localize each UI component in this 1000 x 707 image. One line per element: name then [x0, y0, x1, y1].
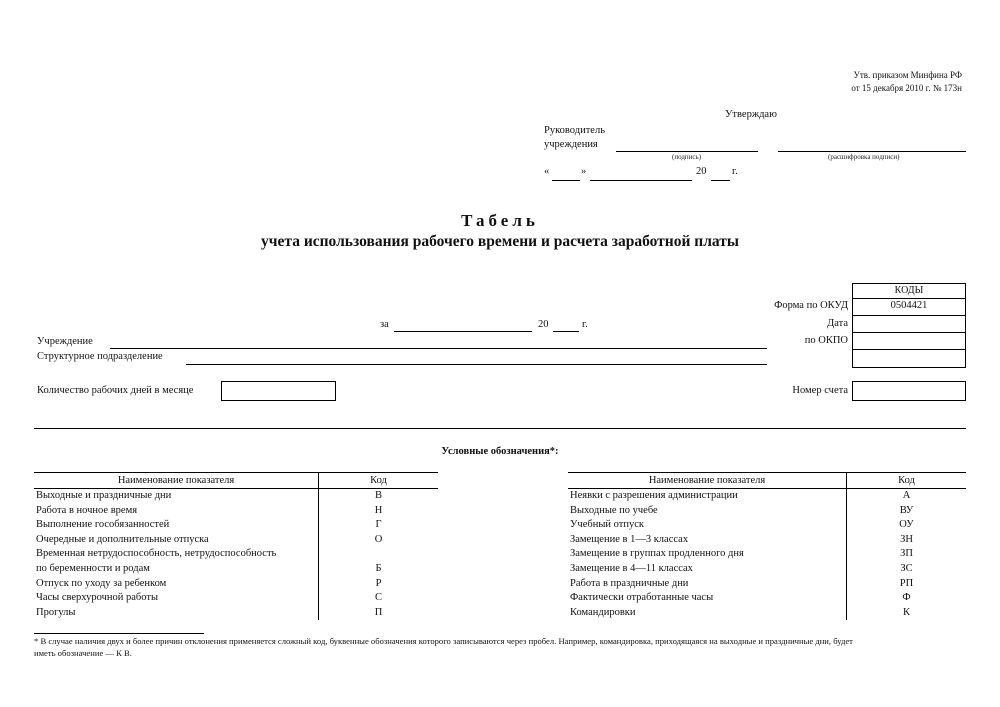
legend-name: Фактически отработанные часы [568, 591, 847, 606]
legend-name: Замещение в группах продленного дня [568, 547, 847, 562]
legend-name: Учебный отпуск [568, 518, 847, 533]
legend-code: В [374, 490, 382, 501]
legend-code: ЗП [900, 548, 913, 560]
head-label-line-2: учреждения [544, 139, 598, 150]
legend-code: Г [375, 519, 382, 531]
approve-year-prefix: 20 [696, 166, 707, 177]
legend-row [568, 606, 966, 621]
period-for-label: за [380, 319, 389, 330]
legend-name: Работа в праздничные дни [568, 577, 847, 592]
legend-name: Замещение в 4—11 классах [568, 562, 847, 577]
work-days-label: Количество рабочих дней в месяце [37, 385, 194, 396]
decoding-caption: (расшифровка подписи) [828, 153, 900, 161]
legend-row [568, 562, 966, 577]
legend-name: Отпуск по уходу за ребенком [34, 577, 319, 592]
legend-row [568, 533, 966, 548]
legend-name: Выходные по учебе [568, 504, 847, 519]
legend-code: О [374, 533, 383, 545]
footnote-separator [34, 633, 204, 634]
department-label: Структурное подразделение [37, 351, 163, 362]
approve-month-line[interactable] [590, 180, 692, 181]
footnote-line-1: * В случае наличия двух и более причин отклонения применяется сложный код, буквенные обозначения которого записываются через пробел. Например, командировка, приходящаяся на выходные и праздничные дни, будет [34, 636, 853, 646]
date-label: Дата [827, 318, 848, 329]
department-line[interactable] [186, 364, 767, 365]
legend-row [568, 518, 966, 533]
approve-date-open-quote: « [544, 166, 550, 177]
legend-name: Замещение в 1—3 классах [568, 533, 847, 548]
institution-line[interactable] [110, 348, 767, 349]
legend-title: Условные обозначения*: [441, 446, 559, 457]
period-year-suffix: г. [582, 319, 588, 330]
signature-caption: (подпись) [672, 153, 702, 161]
legend-name: Прогулы [34, 606, 319, 621]
legend-row [568, 577, 966, 592]
legend-code: А [902, 490, 911, 501]
account-number-label: Номер счета [792, 385, 848, 396]
legend-row [34, 518, 438, 533]
legend-code [319, 547, 439, 562]
legend-right-col-name: Наименование показателя [568, 473, 847, 489]
codes-header: КОДЫ [852, 283, 966, 298]
legend-code: ОУ [899, 519, 914, 531]
document-subtitle: учета использования рабочего времени и расчета заработной платы [261, 233, 739, 250]
legend-row [568, 547, 966, 562]
legend-table-right [568, 472, 966, 620]
legend-code: ЗС [900, 562, 913, 574]
legend-row [34, 606, 438, 621]
legend-name: Неявки с разрешения администрации [568, 489, 847, 504]
signature-decoding-line[interactable] [778, 151, 966, 152]
legend-name: Выполнение гособязанностей [34, 518, 319, 533]
legend-name: Очередные и дополнительные отпуска [34, 533, 319, 548]
approve-year-suffix: г. [732, 166, 738, 177]
account-number-field[interactable] [852, 381, 966, 401]
legend-code: П [374, 606, 383, 618]
legend-code: К [902, 606, 910, 618]
head-label-line-1: Руководитель [544, 125, 605, 136]
legend-code: С [374, 592, 382, 604]
approval-line-2: от 15 декабря 2010 г. № 173н [851, 83, 962, 93]
period-year-prefix: 20 [538, 319, 549, 330]
legend-code: Б [375, 562, 382, 574]
work-days-field[interactable] [221, 381, 336, 401]
approve-date-close-quote: » [581, 166, 587, 177]
legend-code: ВУ [899, 504, 914, 516]
legend-name: по беременности и родам [34, 562, 319, 577]
legend-right-col-code: Код [847, 473, 967, 489]
head-label [544, 124, 605, 152]
legend-row [34, 591, 438, 606]
legend-row [568, 489, 966, 504]
legend-name: Командировки [568, 606, 847, 621]
footnote [34, 635, 974, 659]
approval-line-1: Утв. приказом Минфина РФ [853, 70, 962, 80]
document-title: Табель [461, 211, 539, 230]
legend-row [34, 489, 438, 504]
legend-table-left [34, 472, 438, 620]
legend-row [568, 591, 966, 606]
legend-row [34, 533, 438, 548]
legend-code: ЗН [900, 533, 913, 545]
codes-divider-3 [852, 349, 966, 350]
legend-row [34, 504, 438, 519]
okpo-label: по ОКПО [804, 335, 848, 346]
legend-row [568, 504, 966, 519]
legend-name: Работа в ночное время [34, 504, 319, 519]
approval-reference [851, 69, 962, 95]
footnote-line-2: иметь обозначение — К В. [34, 648, 132, 658]
legend-left-col-name: Наименование показателя [34, 473, 319, 489]
codes-divider-1 [852, 315, 966, 316]
legend-code: Н [374, 504, 383, 516]
legend-row [34, 547, 438, 562]
legend-code: Ф [902, 592, 911, 604]
okud-label: Форма по ОКУД [774, 300, 848, 311]
legend-row [34, 562, 438, 577]
period-year-line[interactable] [553, 331, 579, 332]
signature-line[interactable] [616, 151, 758, 152]
codes-divider-2 [852, 332, 966, 333]
period-month-line[interactable] [394, 331, 532, 332]
institution-label: Учреждение [37, 336, 93, 347]
approve-title: Утверждаю [725, 109, 777, 120]
legend-name: Выходные и праздничные дни [34, 489, 319, 504]
legend-name: Временная нетрудоспособность, нетрудоспособность [34, 547, 319, 562]
legend-left-col-code: Код [319, 473, 439, 489]
approve-day-line[interactable] [552, 180, 580, 181]
approve-year-line[interactable] [711, 180, 730, 181]
legend-code: Р [375, 577, 382, 589]
legend-row [34, 577, 438, 592]
legend-name: Часы сверхурочной работы [34, 591, 319, 606]
section-separator [34, 428, 966, 429]
legend-code: РП [899, 577, 914, 589]
okud-value: 0504421 [890, 300, 928, 311]
